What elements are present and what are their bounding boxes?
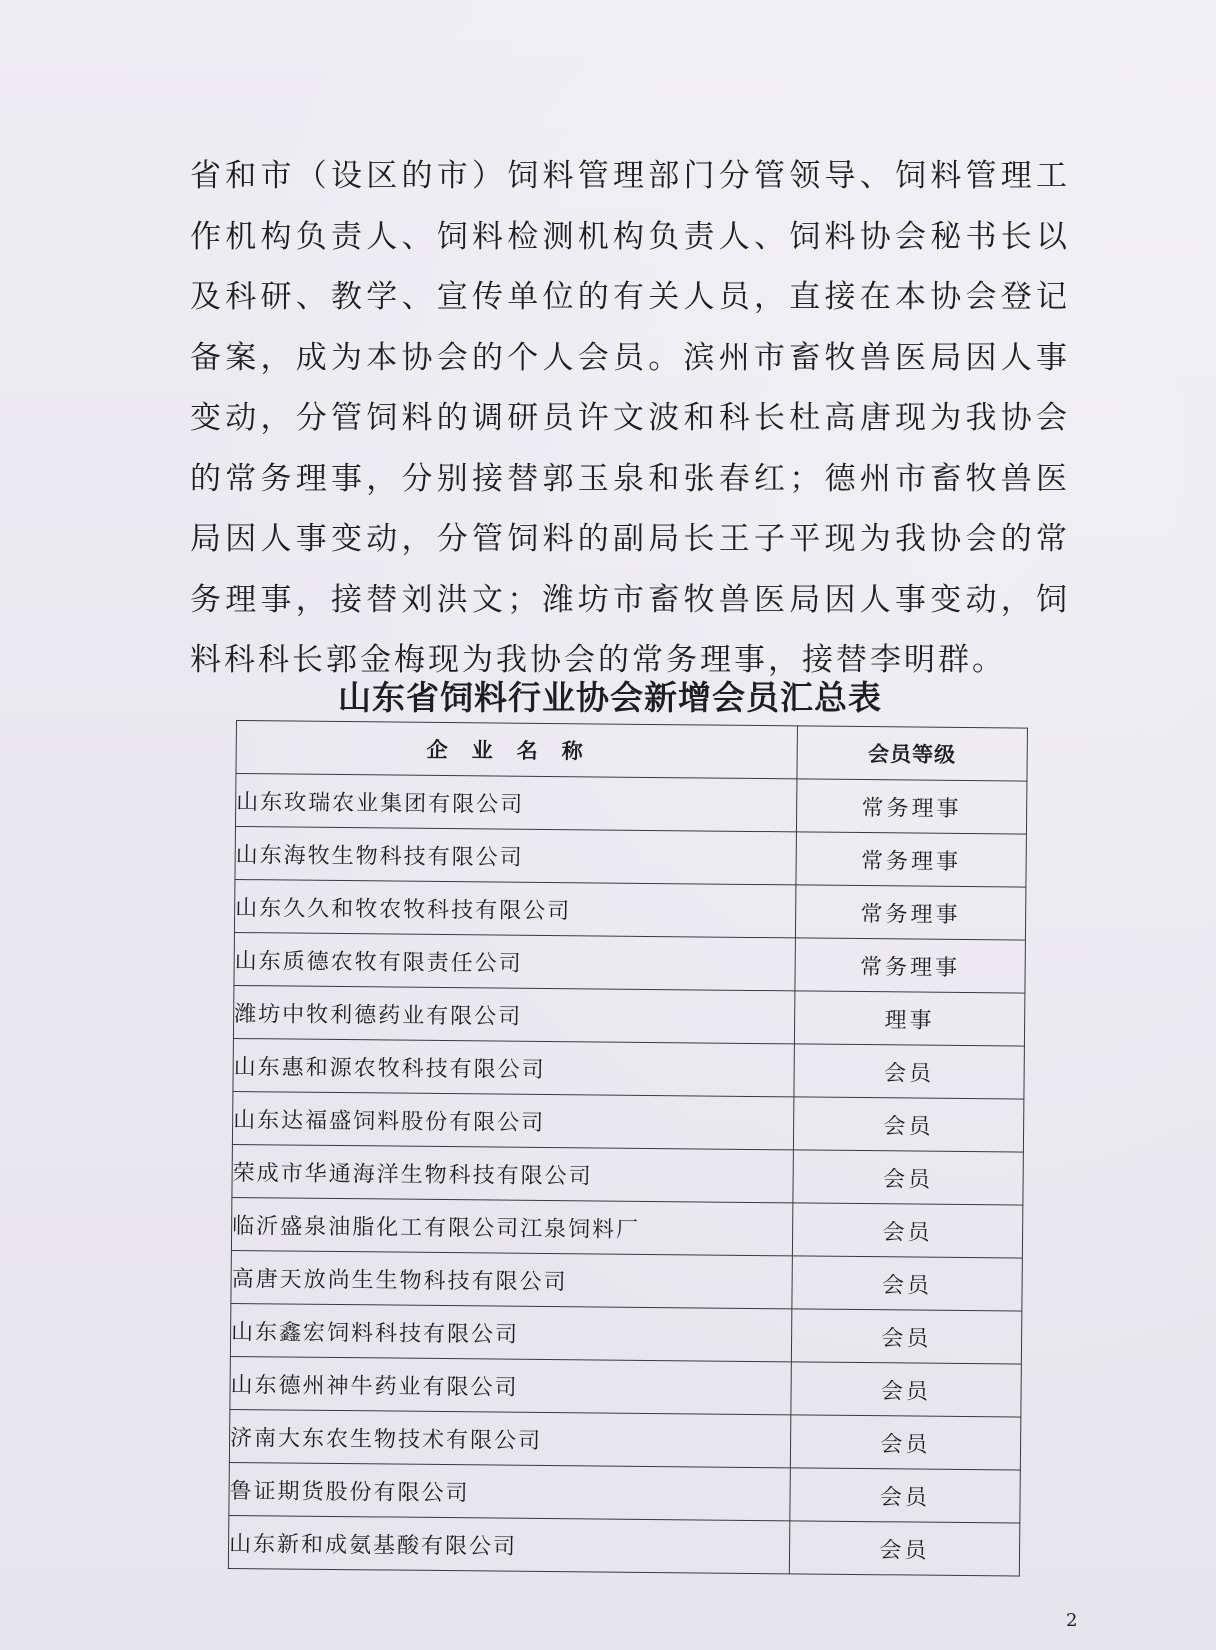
company-name-cell: 山东久久和牧农牧科技有限公司 [234, 879, 795, 937]
body-paragraph: 省和市（设区的市）饲料管理部门分管领导、饲料管理工作机构负责人、饲料检测机构负责人、饲料协会秘书长以及科研、教学、宣传单位的有关人员，直接在本协会登记备案，成为本协会的个人会员。滨州市畜牧兽医局因人事变动，分管饲料的调研员许文波和科长杜高唐现为我协会的常务理事，分别接替郭玉泉和张春红；德州市畜牧兽医局因人事变动，分管饲料的副局长王子平现为我协会的常务理事，接替刘洪文；潍坊市畜牧兽医局因人事变动，饲料科科长郭金梅现为我协会的常务理事，接替李明群。 [190, 158, 1070, 678]
company-name-cell: 山东质德农牧有限责任公司 [234, 932, 795, 990]
company-name-cell: 山东惠和源农牧科技有限公司 [233, 1038, 794, 1096]
table-row [232, 1144, 1023, 1205]
table-row [228, 1515, 1019, 1576]
company-name-cell: 山东新和成氨基酸有限公司 [228, 1515, 789, 1573]
header-member-level: 会员等级 [797, 726, 1028, 781]
table-row [232, 1091, 1023, 1152]
company-name-cell: 山东鑫宏饲料科技有限公司 [230, 1303, 791, 1361]
company-name-cell: 鲁证期货股份有限公司 [229, 1462, 790, 1520]
member-level-cell: 会员 [794, 1044, 1025, 1099]
member-level-cell: 会员 [793, 1097, 1024, 1152]
table-title: 山东省饲料行业协会新增会员汇总表 [338, 678, 882, 717]
table-row [233, 985, 1024, 1046]
company-name-cell: 临沂盛泉油脂化工有限公司江泉饲料厂 [231, 1197, 792, 1255]
member-level-cell: 会员 [793, 1150, 1024, 1205]
table-row [233, 1038, 1024, 1099]
table-row [234, 932, 1025, 993]
page-number: 2 [1066, 1610, 1078, 1631]
members-table [228, 720, 1028, 1577]
company-name-cell: 济南大东农生物技术有限公司 [229, 1409, 790, 1467]
table-row [231, 1250, 1022, 1311]
member-level-cell: 常务理事 [796, 832, 1027, 887]
table-row [235, 826, 1026, 887]
table-row [231, 1197, 1022, 1258]
member-level-cell: 会员 [791, 1362, 1022, 1417]
member-level-cell: 常务理事 [795, 938, 1026, 993]
table-row [234, 879, 1025, 940]
member-level-cell: 会员 [792, 1256, 1023, 1311]
member-level-cell: 会员 [790, 1415, 1021, 1470]
company-name-cell: 潍坊中牧利德药业有限公司 [233, 985, 794, 1043]
company-name-cell: 荣成市华通海洋生物科技有限公司 [232, 1144, 793, 1202]
member-level-cell: 会员 [789, 1521, 1020, 1576]
member-level-cell: 会员 [792, 1203, 1023, 1258]
member-level-cell: 会员 [790, 1468, 1021, 1523]
company-name-cell: 山东德州神牛药业有限公司 [230, 1356, 791, 1414]
member-level-cell: 会员 [791, 1309, 1022, 1364]
table-header-row [236, 721, 1027, 782]
table-row [235, 774, 1026, 835]
table-row [229, 1409, 1020, 1470]
member-level-cell: 理事 [794, 991, 1025, 1046]
member-level-cell: 常务理事 [795, 885, 1026, 940]
company-name-cell: 山东海牧生物科技有限公司 [235, 826, 796, 884]
header-company-name: 企业名称 [236, 721, 797, 779]
company-name-cell: 山东玫瑞农业集团有限公司 [235, 774, 796, 832]
table-row [230, 1303, 1021, 1364]
company-name-cell: 高唐天放尚生生物科技有限公司 [231, 1250, 792, 1308]
company-name-cell: 山东达福盛饲料股份有限公司 [232, 1091, 793, 1149]
table-row [229, 1462, 1020, 1523]
member-level-cell: 常务理事 [796, 779, 1027, 834]
table-row [230, 1356, 1021, 1417]
